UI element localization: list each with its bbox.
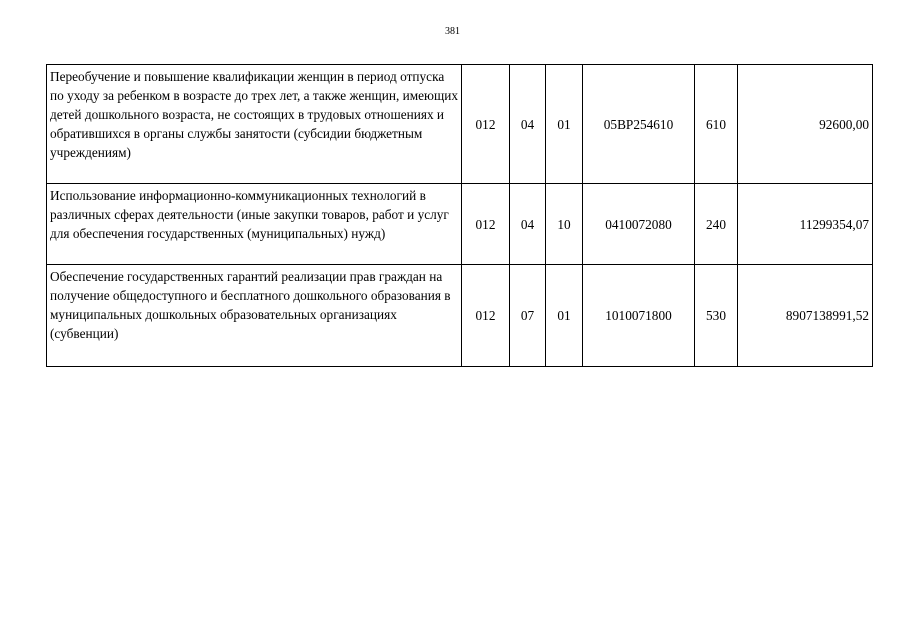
subsection-code: 01 <box>546 265 583 367</box>
table-row <box>47 265 873 367</box>
row-description: Переобучение и повышение квалификации женщин в период отпуска по уходу за ребенком в возрасте до трех лет, а также женщин, имеющих детей дошкольного возраста, не состоящих в трудовых отношениях и обратившихся в органы службы занятости (субсидии бюджетным учреждениям) <box>47 65 462 184</box>
subsection-code: 01 <box>546 65 583 184</box>
table-row <box>47 65 873 184</box>
target-article-code: 05ВР254610 <box>583 65 695 184</box>
target-article-code: 0410072080 <box>583 184 695 265</box>
budget-table <box>46 64 873 367</box>
section-code: 07 <box>510 265 546 367</box>
row-description: Обеспечение государственных гарантий реализации прав граждан на получение общедоступного и бесплатного дошкольного образования в муниципальных дошкольных образовательных организациях (субвенции) <box>47 265 462 367</box>
table-row <box>47 184 873 265</box>
subsection-code: 10 <box>546 184 583 265</box>
amount: 11299354,07 <box>738 184 873 265</box>
section-code: 04 <box>510 65 546 184</box>
expense-type-code: 530 <box>695 265 738 367</box>
amount: 92600,00 <box>738 65 873 184</box>
section-code: 04 <box>510 184 546 265</box>
page-number: 381 <box>445 26 460 37</box>
ministry-code: 012 <box>462 265 510 367</box>
expense-type-code: 240 <box>695 184 738 265</box>
row-description: Использование информационно-коммуникационных технологий в различных сферах деятельности (иные закупки товаров, работ и услуг для обеспечения государственных (муниципальных) нужд) <box>47 184 462 265</box>
expense-type-code: 610 <box>695 65 738 184</box>
amount: 8907138991,52 <box>738 265 873 367</box>
target-article-code: 1010071800 <box>583 265 695 367</box>
ministry-code: 012 <box>462 65 510 184</box>
ministry-code: 012 <box>462 184 510 265</box>
